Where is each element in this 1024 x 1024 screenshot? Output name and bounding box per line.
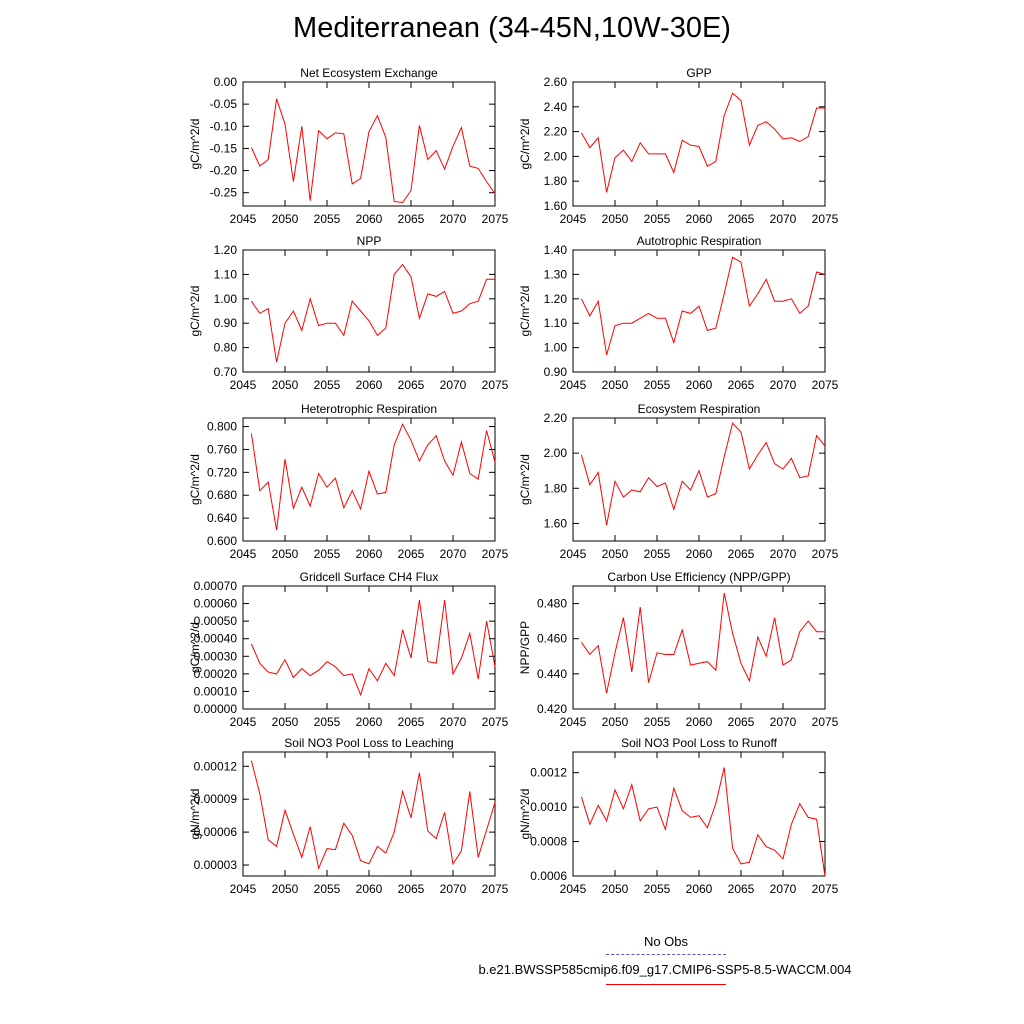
- panel-9-ytick-label: 0.00003: [193, 858, 237, 873]
- panel-1-ylabel: gC/m^2/d: [188, 118, 202, 170]
- panel-6-series-line: [581, 423, 825, 525]
- panel-7-ytick-label: 0.00060: [193, 596, 237, 611]
- panel-3-title: NPP: [356, 234, 382, 248]
- panel-3-xtick-label: 2060: [355, 378, 383, 392]
- panel-4-ytick-label: 1.10: [543, 316, 567, 331]
- panel-9-series-line: [251, 761, 495, 869]
- panel-5-xtick-label: 2045: [229, 547, 257, 561]
- panel-5-xtick-label: 2070: [439, 547, 467, 561]
- panel-3-ytick-label: 0.80: [213, 340, 237, 355]
- panel-9-ytick-label: 0.00012: [193, 759, 237, 774]
- panel-3-xtick-label: 2070: [439, 378, 467, 392]
- panel-4-ytick-label: 1.30: [543, 267, 567, 282]
- panel-1-ytick-label: -0.15: [209, 141, 237, 156]
- panel-6-ytick-label: 2.20: [543, 411, 567, 425]
- panel-10-ytick-label: 0.0012: [530, 765, 567, 780]
- panel-7-xtick-label: 2050: [271, 715, 299, 729]
- panel-6-xtick-label: 2075: [811, 547, 839, 561]
- panel-2-xtick-label: 2055: [643, 212, 671, 226]
- panel-2-ylabel: gC/m^2/d: [518, 118, 532, 170]
- panel-10-xtick-label: 2075: [811, 882, 839, 896]
- panel-3-xtick-label: 2075: [481, 378, 509, 392]
- panel-8-ytick-label: 0.460: [536, 631, 567, 646]
- panel-9-ytick-label: 0.00006: [193, 825, 237, 840]
- panel-5-ytick-label: 0.800: [206, 419, 237, 434]
- panel-9-xtick-label: 2050: [271, 882, 299, 896]
- panel-1-xtick-label: 2070: [439, 212, 467, 226]
- panel-5-xtick-label: 2050: [271, 547, 299, 561]
- panel-8-frame: [573, 586, 825, 709]
- panel-7-xtick-label: 2045: [229, 715, 257, 729]
- panel-5-xtick-label: 2055: [313, 547, 341, 561]
- panel-1-xtick-label: 2060: [355, 212, 383, 226]
- panel-1-xtick-label: 2045: [229, 212, 257, 226]
- legend-obs-label: No Obs: [643, 934, 689, 949]
- panel-3-ytick-label: 1.00: [213, 291, 237, 306]
- panel-5-ytick-label: 0.720: [206, 465, 237, 480]
- panel-8-xtick-label: 2070: [769, 715, 797, 729]
- panel-9-ytick-label: 0.00009: [193, 792, 237, 807]
- panel-7-series-line: [251, 600, 495, 695]
- panel-8-ytick-label: 0.440: [536, 666, 567, 681]
- panel-8-title: Carbon Use Efficiency (NPP/GPP): [607, 570, 791, 584]
- panel-1-xtick-label: 2075: [481, 212, 509, 226]
- panel-2-title: GPP: [686, 66, 712, 80]
- panel-7-ytick-label: 0.00020: [193, 666, 237, 681]
- panel-10-ytick-label: 0.0010: [530, 800, 567, 815]
- panel-8-xtick-label: 2075: [811, 715, 839, 729]
- panel-6-xtick-label: 2060: [685, 547, 713, 561]
- panel-3-xtick-label: 2055: [313, 378, 341, 392]
- panel-4-xtick-label: 2055: [643, 378, 671, 392]
- panel-5-ytick-label: 0.600: [206, 534, 237, 548]
- panel-5-xtick-label: 2075: [481, 547, 509, 561]
- panel-9-xtick-label: 2055: [313, 882, 341, 896]
- panel-2-xtick-label: 2060: [685, 212, 713, 226]
- panel-4-xtick-label: 2075: [811, 378, 839, 392]
- panel-7-ytick-label: 0.00050: [193, 614, 237, 629]
- panel-6-xtick-label: 2045: [559, 547, 587, 561]
- panel-2-ytick-label: 2.40: [543, 99, 567, 114]
- panel-8-xtick-label: 2065: [727, 715, 755, 729]
- panel-1-ytick-label: -0.05: [209, 97, 237, 112]
- panel-4-title: Autotrophic Respiration: [636, 234, 762, 248]
- panel-2-ytick-label: 1.80: [543, 174, 567, 189]
- panel-5-series-line: [251, 424, 495, 530]
- panel-1-xtick-label: 2050: [271, 212, 299, 226]
- panel-7-ytick-label: 0.00000: [193, 702, 237, 716]
- panel-10-xtick-label: 2065: [727, 882, 755, 896]
- panel-9-xtick-label: 2060: [355, 882, 383, 896]
- panel-8-xtick-label: 2045: [559, 715, 587, 729]
- panel-2-xtick-label: 2070: [769, 212, 797, 226]
- panel-5-ylabel: gC/m^2/d: [188, 454, 202, 505]
- panel-3-frame: [243, 250, 495, 372]
- panel-5-xtick-label: 2060: [355, 547, 383, 561]
- panel-7-xtick-label: 2060: [355, 715, 383, 729]
- panel-5-xtick-label: 2065: [397, 547, 425, 561]
- panel-10-ylabel: gN/m^2/d: [518, 788, 532, 840]
- panel-10-xtick-label: 2070: [769, 882, 797, 896]
- panel-6-xtick-label: 2070: [769, 547, 797, 561]
- panel-2-xtick-label: 2075: [811, 212, 839, 226]
- panel-8-xtick-label: 2050: [601, 715, 629, 729]
- panel-7-xtick-label: 2065: [397, 715, 425, 729]
- panel-8-xtick-label: 2060: [685, 715, 713, 729]
- panel-5-ytick-label: 0.760: [206, 442, 237, 457]
- panel-4-series-line: [581, 257, 825, 355]
- panel-4-ytick-label: 1.20: [543, 291, 567, 306]
- panel-7-frame: [243, 586, 495, 709]
- panel-3-xtick-label: 2065: [397, 378, 425, 392]
- panel-3-ytick-label: 0.90: [213, 316, 237, 331]
- panel-1-title: Net Ecosystem Exchange: [300, 66, 438, 80]
- panel-2-xtick-label: 2050: [601, 212, 629, 226]
- panel-3-xtick-label: 2050: [271, 378, 299, 392]
- panel-6-ytick-label: 2.00: [543, 446, 567, 461]
- panel-2-ytick-label: 1.60: [543, 199, 567, 213]
- panel-7-ytick-label: 0.00030: [193, 649, 237, 664]
- panel-2-series-line: [581, 93, 825, 192]
- panel-10-xtick-label: 2060: [685, 882, 713, 896]
- panel-6-title: Ecosystem Respiration: [637, 402, 761, 416]
- panel-5-ytick-label: 0.680: [206, 488, 237, 503]
- panel-8-series-line: [581, 593, 825, 693]
- panel-10-title: Soil NO3 Pool Loss to Runoff: [621, 736, 777, 750]
- panel-6-xtick-label: 2050: [601, 547, 629, 561]
- panel-6-ytick-label: 1.60: [543, 516, 567, 531]
- panel-7-xtick-label: 2055: [313, 715, 341, 729]
- panel-10-ytick-label: 0.0008: [530, 834, 567, 849]
- panel-1-ytick-label: -0.25: [209, 185, 237, 200]
- panel-9-xtick-label: 2075: [481, 882, 509, 896]
- panel-4-xtick-label: 2060: [685, 378, 713, 392]
- panel-4-ytick-label: 0.90: [543, 365, 567, 379]
- panel-7-xtick-label: 2070: [439, 715, 467, 729]
- panel-10-xtick-label: 2050: [601, 882, 629, 896]
- panel-6-frame: [573, 418, 825, 541]
- panel-2-xtick-label: 2065: [727, 212, 755, 226]
- panel-2-ytick-label: 2.00: [543, 149, 567, 164]
- panel-4-ylabel: gC/m^2/d: [518, 285, 532, 337]
- panel-7-title: Gridcell Surface CH4 Flux: [299, 570, 439, 584]
- panel-3-ytick-label: 1.10: [213, 267, 237, 282]
- panel-6-ylabel: gC/m^2/d: [518, 454, 532, 505]
- panel-8-xtick-label: 2055: [643, 715, 671, 729]
- panel-3-series-line: [251, 265, 495, 363]
- panel-5-frame: [243, 418, 495, 541]
- panel-6-xtick-label: 2065: [727, 547, 755, 561]
- panel-4-xtick-label: 2050: [601, 378, 629, 392]
- panel-1-frame: [243, 82, 495, 206]
- panel-10-ytick-label: 0.0006: [530, 869, 567, 883]
- panel-6-ytick-label: 1.80: [543, 481, 567, 496]
- panel-8-ytick-label: 0.480: [536, 596, 567, 611]
- panel-7-ytick-label: 0.00070: [193, 579, 237, 593]
- page-title: Mediterranean (34-45N,10W-30E): [293, 12, 731, 44]
- panel-1-xtick-label: 2055: [313, 212, 341, 226]
- panel-3-ylabel: gC/m^2/d: [188, 285, 202, 337]
- panel-7-ylabel: gC/m^2/d: [188, 622, 202, 673]
- panel-2-ytick-label: 2.60: [543, 75, 567, 89]
- panel-5-title: Heterotrophic Respiration: [300, 402, 438, 416]
- panel-2-xtick-label: 2045: [559, 212, 587, 226]
- panel-10-series-line: [581, 768, 825, 877]
- panel-7-ytick-label: 0.00040: [193, 631, 237, 646]
- panel-3-ytick-label: 1.20: [213, 243, 237, 257]
- panel-10-frame: [573, 752, 825, 876]
- panel-7-xtick-label: 2075: [481, 715, 509, 729]
- panel-4-ytick-label: 1.00: [543, 340, 567, 355]
- panel-7-ytick-label: 0.00010: [193, 684, 237, 699]
- panel-1-ytick-label: -0.20: [209, 163, 237, 178]
- panel-9-ylabel: gN/m^2/d: [188, 788, 202, 840]
- panel-8-ytick-label: 0.420: [536, 702, 567, 716]
- panel-8-ylabel: NPP/GPP: [518, 620, 532, 675]
- legend-case-label: b.e21.BWSSP585cmip6.f09_g17.CMIP6-SSP5-8.5-WACCM.004: [478, 962, 852, 977]
- panel-4-xtick-label: 2070: [769, 378, 797, 392]
- panel-6-xtick-label: 2055: [643, 547, 671, 561]
- panel-5-ytick-label: 0.640: [206, 511, 237, 526]
- panel-4-xtick-label: 2065: [727, 378, 755, 392]
- panel-2-frame: [573, 82, 825, 206]
- panel-10-xtick-label: 2055: [643, 882, 671, 896]
- panel-4-xtick-label: 2045: [559, 378, 587, 392]
- panel-9-xtick-label: 2070: [439, 882, 467, 896]
- panel-3-ytick-label: 0.70: [213, 365, 237, 379]
- panel-4-ytick-label: 1.40: [543, 243, 567, 257]
- panel-9-title: Soil NO3 Pool Loss to Leaching: [284, 736, 454, 750]
- panel-3-xtick-label: 2045: [229, 378, 257, 392]
- panel-1-xtick-label: 2065: [397, 212, 425, 226]
- legend-case-line: [606, 984, 726, 985]
- panel-1-series-line: [251, 99, 495, 203]
- panel-1-ytick-label: -0.10: [209, 119, 237, 134]
- panel-9-xtick-label: 2045: [229, 882, 257, 896]
- panel-4-frame: [573, 250, 825, 372]
- panel-2-ytick-label: 2.20: [543, 124, 567, 139]
- panel-9-xtick-label: 2065: [397, 882, 425, 896]
- panel-1-ytick-label: 0.00: [213, 75, 237, 89]
- legend-obs-line: [606, 954, 726, 955]
- panel-10-xtick-label: 2045: [559, 882, 587, 896]
